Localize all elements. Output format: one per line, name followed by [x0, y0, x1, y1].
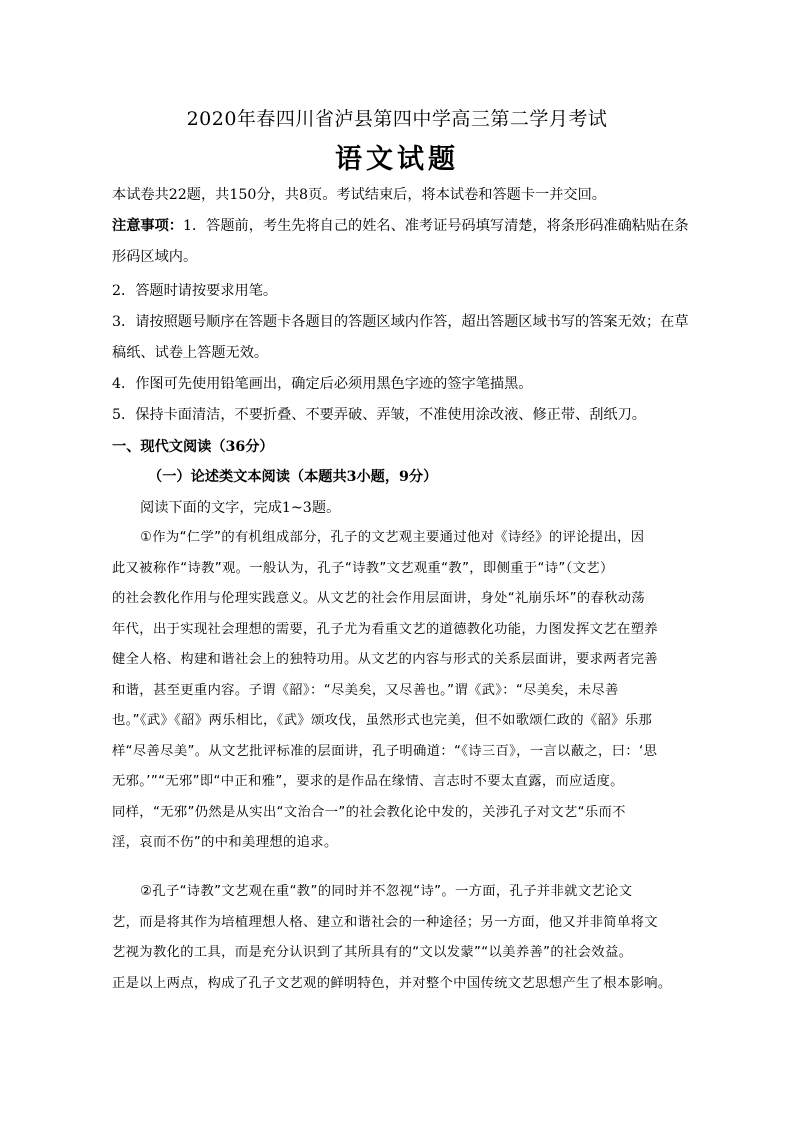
passage-line: 样“尽善尽美”。从文艺批评标准的层面讲，孔子明确道：“《诗三百》，一言以蔽之，曰：‘思 [112, 743, 658, 759]
exam-title: 2020年春四川省泸县第四中学高三第二学月考试 [186, 108, 608, 130]
passage-line: 艺视为教化的工具，而是充分认识到了其所具有的“文以发蒙”“以美养善”的社会效益。 [112, 945, 633, 960]
notice-item-1 [112, 215, 689, 237]
notice-item-1-cont: 形码区域内。 [112, 249, 198, 265]
intro-text: 本试卷共22题，共150分，共8页。考试结束后，将本试卷和答题卡一并交回。 [112, 187, 606, 203]
reading-instruction: 阅读下面的文字，完成1~3题。 [140, 500, 341, 516]
section-heading: 一、现代文阅读（36分） [112, 439, 274, 455]
subject-title: 语文试题 [335, 144, 459, 175]
passage-paragraph-2 [112, 877, 684, 999]
passage-line: ②孔子“诗教”文艺观在重“教”的同时并不忽视“诗”。一方面，孔子并非就文艺论文 [140, 884, 633, 899]
passage-line: 艺，而是将其作为培植理想人格、建立和谐社会的一种途径；另一方面，他又并非简单将文 [112, 914, 658, 930]
passage-line: 淫，哀而不伤”的中和美理想的追求。 [112, 835, 338, 850]
notice-item-3-cont: 稿纸、试卷上答题无效。 [112, 345, 269, 361]
passage-line: 的社会教化作用与伦理实践意义。从文艺的社会作用层面讲，身处“礼崩乐坏”的春秋动荡 [112, 591, 646, 606]
notice-item-1-text: 1．答题前，考生先将自己的姓名、准考证号码填写清楚，将条形码准确粘贴在条 [182, 218, 689, 234]
passage-line: ①作为“仁学”的有机组成部分，孔子的文艺观主要通过他对《诗经》的评论提出，因 [140, 530, 645, 545]
notice-item-5: 5．保持卡面清洁，不要折叠、不要弄破、弄皱，不准使用涂改液、修正带、刮纸刀。 [112, 407, 646, 423]
notice-label: 注意事项： [112, 218, 183, 234]
passage-line: 年代，出于实现社会理想的需要，孔子尤为看重文艺的道德教化功能，力图发挥文艺在塑养 [112, 621, 658, 637]
passage-line: 健全人格、构建和谐社会上的独特功用。从文艺的内容与形式的关系层面讲，要求两者完善 [112, 652, 658, 667]
passage-line: 和谐，甚至更重内容。子谓《韶》：“尽美矣，又尽善也。”谓《武》：“尽美矣，未尽善 [112, 682, 619, 698]
passage-line: 也。”《武》《韶》两乐相比，《武》颂攻伐，虽然形式也完美，但不如歌颂仁政的《韶》乐那 [112, 713, 653, 728]
notice-item-2: 2．答题时请按要求用笔。 [112, 283, 278, 299]
passage-line: 此又被称作“诗教”观。一般认为，孔子“诗教”文艺观重“教”，即侧重于“诗”（文艺） [112, 560, 614, 576]
passage-paragraph-1 [112, 523, 684, 859]
passage-line: 同样，“无邪”仍然是从实出“文治合一”的社会教化论中发的，关涉孔子对文艺“乐而不 [112, 804, 626, 820]
passage-line: 无邪。’”“无邪”即“中正和雅”，要求的是作品在缘情、言志时不要太直露，而应适度。 [112, 774, 624, 789]
notice-item-4: 4．作图可先使用铅笔画出，确定后必须用黑色字迹的签字笔描黑。 [112, 376, 533, 392]
sub-section-heading: （一）论述类文本阅读（本题共3小题，9分） [148, 469, 438, 485]
notice-item-3: 3．请按照题号顺序在答题卡各题目的答题区域内作答，超出答题区域书写的答案无效；在草 [112, 314, 689, 330]
passage-line: 正是以上两点，构成了孔子文艺观的鲜明特色，并对整个中国传统文艺思想产生了根本影响。 [112, 975, 672, 991]
